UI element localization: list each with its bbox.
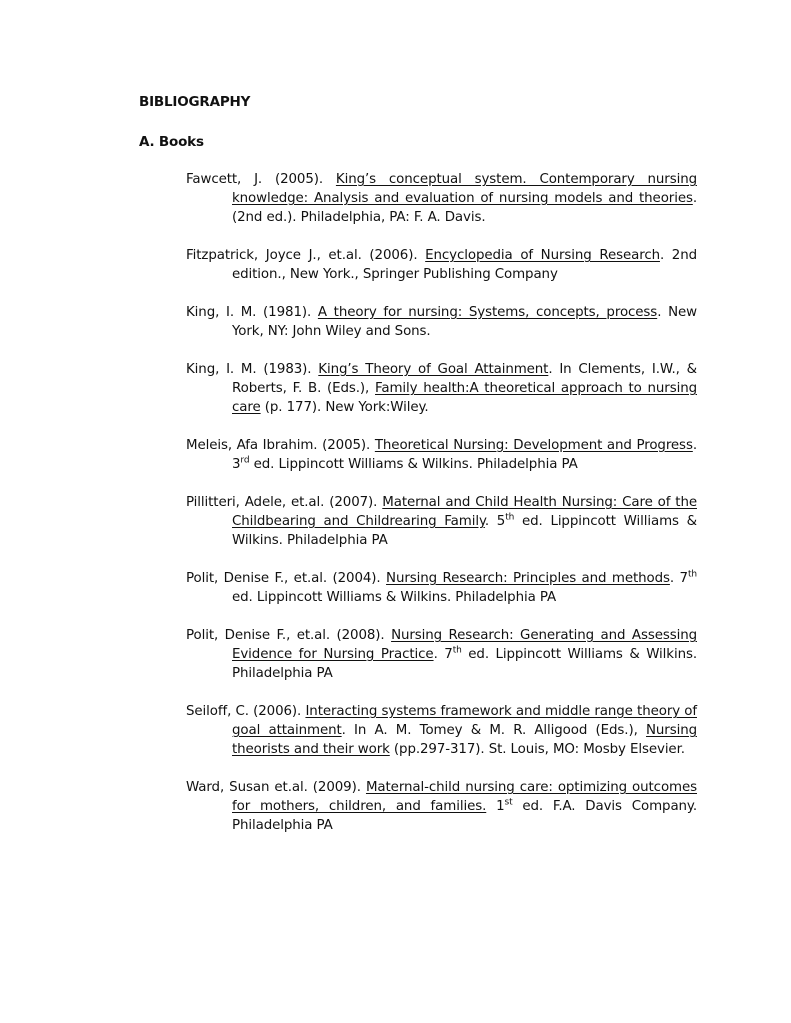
reference-rest: ed. Lippincott Williams & Wilkins. Philadelphia PA bbox=[232, 590, 557, 605]
reference-title-secondary: Family health:A theoretical approach to nursing care bbox=[232, 381, 697, 415]
reference-lead: Pillitteri, Adele, et.al. (2007). bbox=[186, 495, 383, 510]
reference-list bbox=[186, 170, 697, 854]
reference-entry bbox=[186, 170, 697, 227]
reference-entry bbox=[186, 303, 697, 341]
reference-title: Encyclopedia of Nursing Research bbox=[425, 248, 660, 263]
reference-edition: . 7 bbox=[669, 571, 688, 586]
reference-rest: ed. Lippincott Williams & Wilkins. Philadelphia PA bbox=[232, 647, 697, 681]
reference-edition: . 5 bbox=[484, 514, 506, 529]
reference-entry bbox=[186, 702, 697, 759]
reference-title: Nursing Research: Principles and methods bbox=[386, 571, 670, 586]
reference-mid: . In Clements, I.W., & Roberts, F. B. (Eds.), bbox=[232, 362, 697, 396]
reference-entry bbox=[186, 436, 697, 474]
reference-entry bbox=[186, 626, 697, 683]
reference-title-secondary: Nursing theorists and their work bbox=[232, 723, 697, 757]
reference-entry bbox=[186, 360, 697, 417]
reference-title: A theory for nursing: Systems, concepts, process bbox=[317, 305, 658, 320]
reference-edition: . 3 bbox=[232, 438, 697, 472]
reference-lead: Polit, Denise F., et.al. (2008). bbox=[186, 628, 392, 643]
reference-rest: . New York, NY: John Wiley and Sons. bbox=[232, 305, 697, 339]
reference-rest: . (2nd ed.). Philadelphia, PA: F. A. Davis. bbox=[232, 191, 697, 225]
page-title: BIBLIOGRAPHY bbox=[139, 94, 251, 110]
section-heading-books: A. Books bbox=[139, 134, 204, 150]
reference-title: Maternal-child nursing care: optimizing outcomes for mothers, children, and families. bbox=[232, 780, 697, 814]
reference-rest: (pp.297-317). St. Louis, MO: Mosby Elsevier. bbox=[389, 742, 685, 757]
reference-title: Interacting systems framework and middle range theory of goal attainment bbox=[232, 704, 697, 738]
reference-entry bbox=[186, 569, 697, 607]
reference-lead: Ward, Susan et.al. (2009). bbox=[186, 780, 366, 795]
reference-entry bbox=[186, 493, 697, 550]
reference-rest: (p. 177). New York:Wiley. bbox=[260, 400, 429, 415]
reference-rest: ed. Lippincott Williams & Wilkins. Philadelphia PA bbox=[249, 457, 578, 472]
reference-ordinal-suffix: rd bbox=[240, 455, 250, 466]
reference-lead: Fawcett, J. (2005). bbox=[186, 172, 336, 187]
reference-ordinal-suffix: th bbox=[687, 569, 697, 580]
reference-title: Theoretical Nursing: Development and Progress bbox=[374, 438, 693, 453]
reference-rest: ed. F.A. Davis Company. Philadelphia PA bbox=[232, 799, 698, 833]
reference-lead: Seiloff, C. (2006). bbox=[186, 704, 306, 719]
reference-ordinal-suffix: st bbox=[504, 797, 513, 808]
reference-ordinal-suffix: th bbox=[452, 645, 462, 656]
reference-lead: Polit, Denise F., et.al. (2004). bbox=[186, 571, 387, 586]
reference-title: Nursing Research: Generating and Assessing Evidence for Nursing Practice bbox=[232, 628, 697, 662]
reference-edition: . 7 bbox=[433, 647, 453, 662]
reference-mid: . In A. M. Tomey & M. R. Alligood (Eds.), bbox=[341, 723, 646, 738]
reference-entry bbox=[186, 778, 697, 835]
reference-edition: 1 bbox=[486, 799, 505, 814]
reference-lead: King, I. M. (1983). bbox=[186, 362, 319, 377]
reference-lead: Meleis, Afa Ibrahim. (2005). bbox=[186, 438, 375, 453]
reference-entry bbox=[186, 246, 697, 284]
reference-title: Maternal and Child Health Nursing: Care of the Childbearing and Childrearing Family bbox=[232, 495, 697, 529]
reference-lead: King, I. M. (1981). bbox=[186, 305, 318, 320]
reference-ordinal-suffix: th bbox=[505, 512, 515, 523]
reference-rest: ed. Lippincott Williams & Wilkins. Philadelphia PA bbox=[232, 514, 697, 548]
reference-rest: . 2nd edition., New York., Springer Publishing Company bbox=[232, 248, 697, 282]
reference-title: King’s conceptual system. Contemporary nursing knowledge: Analysis and evaluation of nursing models and theories bbox=[232, 172, 697, 206]
reference-lead: Fitzpatrick, Joyce J., et.al. (2006). bbox=[186, 248, 426, 263]
reference-title: King’s Theory of Goal Attainment bbox=[318, 362, 549, 377]
